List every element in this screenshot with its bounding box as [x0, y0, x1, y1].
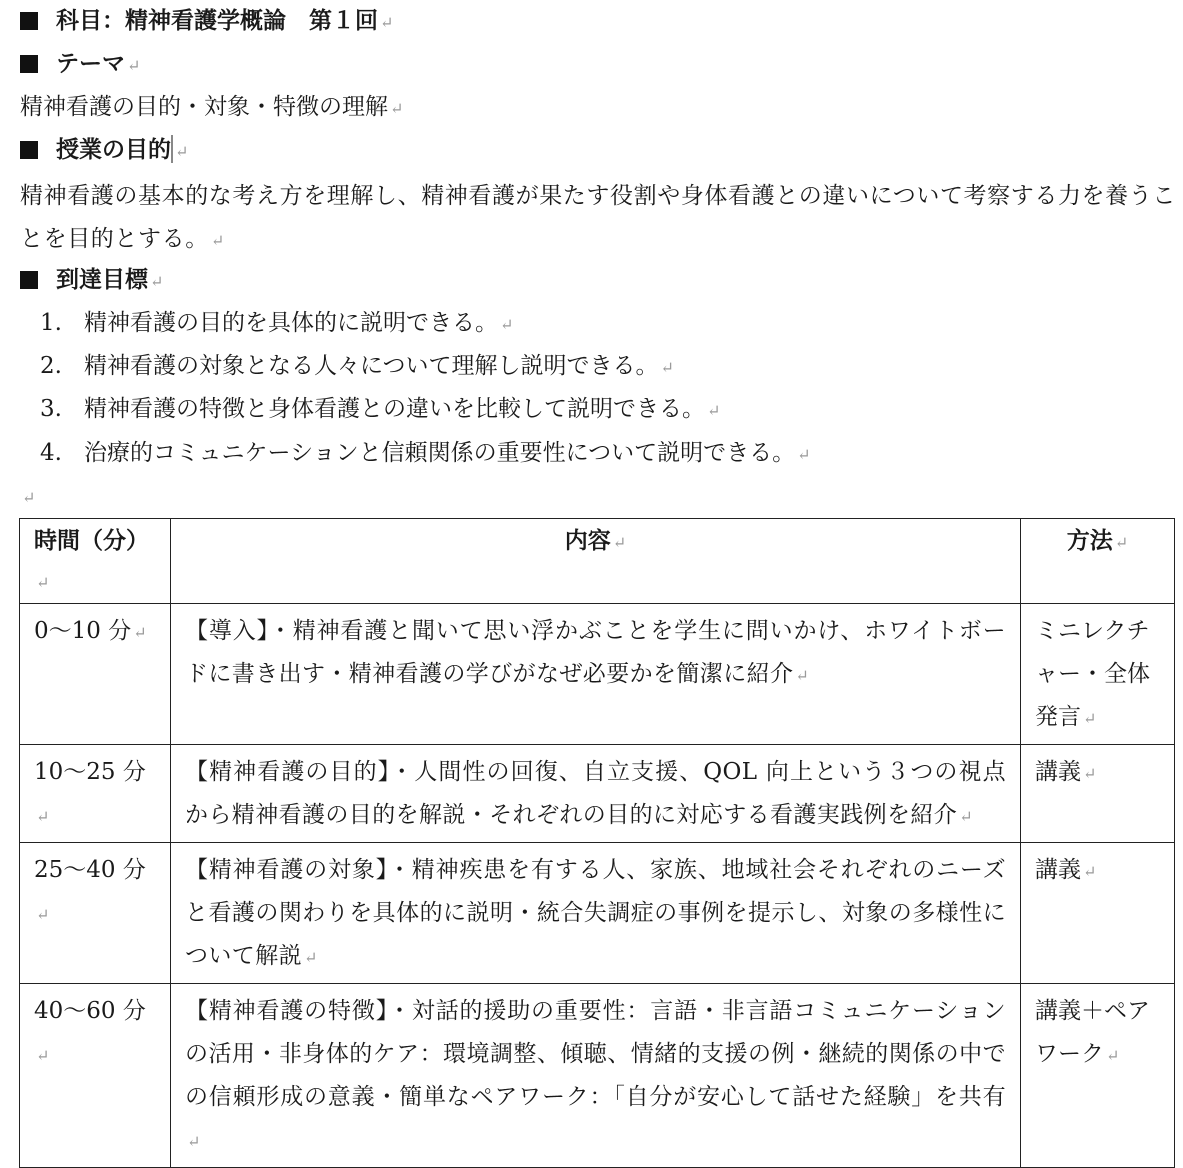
time-cell: 0〜10 分 ↵	[20, 604, 171, 745]
subject-heading: 科目：精神看護学概論 第１回 ↵	[20, 6, 393, 38]
goal-item: 1. 精神看護の目的を具体的に説明できる。 ↵	[40, 310, 514, 336]
square-bullet-icon	[20, 141, 38, 159]
paragraph-mark-icon: ↵	[175, 142, 189, 161]
method-cell: ミニレクチャー・全体発言 ↵	[1021, 604, 1175, 745]
content-cell: 【精神看護の特徴】・対話的援助の重要性：言語・非言語コミュニケーションの活用・非身体的ケア：環境調整、傾聴、情緒的支援の例・継続的関係の中での信頼形成の意義・簡単なペアワーク：「自分が安心して話せた経験」を共有↵	[171, 984, 1021, 1168]
paragraph-mark-icon: ↵	[380, 13, 394, 32]
paragraph-mark-icon: ↵	[150, 272, 164, 291]
time-cell: 25〜40 分↵	[20, 843, 171, 984]
paragraph-mark-icon: ↵	[707, 401, 721, 420]
theme-text: 精神看護の目的・対象・特徴の理解 ↵	[20, 94, 404, 120]
square-bullet-icon	[20, 55, 38, 73]
content-cell: 【精神看護の対象】・精神疾患を有する人、家族、地域社会それぞれのニーズと看護の関わりを具体的に説明・統合失調症の事例を提示し、対象の多様性について解説 ↵	[171, 843, 1021, 984]
theme-heading: テーマ ↵	[20, 49, 140, 81]
paragraph-mark-icon: ↵	[797, 445, 811, 464]
header-time: 時間（分）↵	[20, 519, 171, 604]
table-header-row	[20, 519, 1175, 604]
time-cell: 10〜25 分↵	[20, 745, 171, 843]
square-bullet-icon	[20, 271, 38, 289]
method-cell: 講義 ↵	[1021, 843, 1175, 984]
table-row	[20, 984, 1175, 1168]
method-cell: 講義 ↵	[1021, 745, 1175, 843]
goals-heading: 到達目標 ↵	[20, 265, 163, 297]
paragraph-mark-icon: ↵	[500, 315, 514, 334]
paragraph-mark-icon: ↵	[127, 56, 141, 75]
content-cell: 【精神看護の目的】・人間性の回復、自立支援、QOL 向上という３つの視点から精神看護の目的を解説・それぞれの目的に対応する看護実践例を紹介 ↵	[171, 745, 1021, 843]
purpose-heading: 授業の目的 ↵	[20, 135, 188, 167]
header-content: 内容 ↵	[171, 519, 1021, 604]
lesson-plan-table	[19, 518, 1175, 1168]
goal-item: 4. 治療的コミュニケーションと信頼関係の重要性について説明できる。 ↵	[40, 440, 811, 466]
text-cursor	[171, 135, 173, 163]
header-method: 方法 ↵	[1021, 519, 1175, 604]
table-row	[20, 604, 1175, 745]
square-bullet-icon	[20, 12, 38, 30]
method-cell: 講義＋ペアワーク ↵	[1021, 984, 1175, 1168]
table-row	[20, 745, 1175, 843]
empty-paragraph	[20, 481, 35, 513]
paragraph-mark-icon: ↵	[390, 99, 404, 118]
goal-item: 2. 精神看護の対象となる人々について理解し説明できる。 ↵	[40, 353, 674, 379]
goal-item: 3. 精神看護の特徴と身体看護との違いを比較して説明できる。 ↵	[40, 396, 721, 422]
purpose-text: 精神看護の基本的な考え方を理解し、精神看護が果たす役割や身体看護との違いについて考察する力を養うことを目的とする。 ↵	[20, 183, 1176, 252]
paragraph-mark-icon: ↵	[22, 488, 36, 507]
time-cell: 40〜60 分↵	[20, 984, 171, 1168]
paragraph-mark-icon: ↵	[660, 358, 674, 377]
paragraph-mark-icon: ↵	[210, 231, 225, 250]
content-cell: 【導入】・精神看護と聞いて思い浮かぶことを学生に問いかけ、ホワイトボードに書き出す・精神看護の学びがなぜ必要かを簡潔に紹介 ↵	[171, 604, 1021, 745]
table-row	[20, 843, 1175, 984]
